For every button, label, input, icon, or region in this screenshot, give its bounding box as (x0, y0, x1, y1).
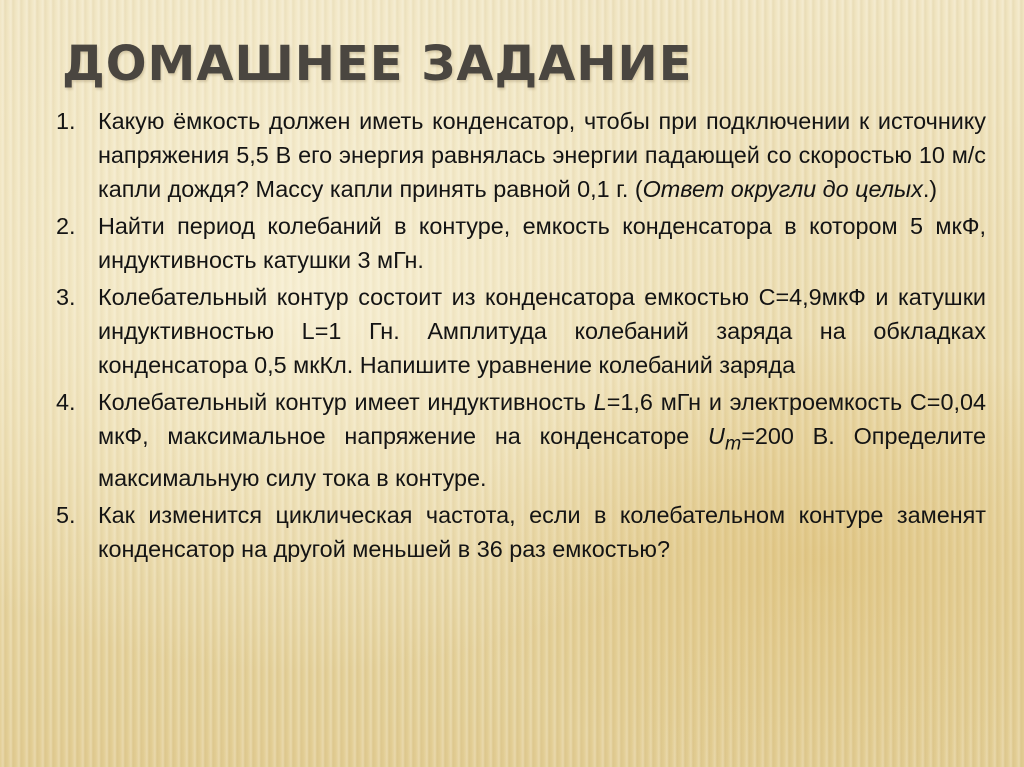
task-number: 1. (56, 108, 76, 134)
task-item-2 (56, 209, 986, 277)
task-text: Найти период колебаний в контуре, емкость конденсатора в котором 5 мкФ, индуктивность катушки 3 мГн. (98, 213, 986, 273)
subscript-m: m (724, 432, 742, 455)
task-item-4 (56, 385, 986, 495)
task-number: 2. (56, 213, 76, 239)
task-item-3 (56, 280, 986, 382)
task-text-part2: =1,6 мГн и электроемкость С=0,04 мкФ, максимальное напряжение на конденсаторе (98, 389, 986, 449)
variable-L: L (593, 389, 607, 415)
page-title: ДОМАШНЕЕ ЗАДАНИЕ (62, 36, 693, 92)
task-item-5 (56, 498, 986, 566)
task-text-part3: =200 В. Определите максимальную силу тока в контуре. (98, 423, 987, 491)
task-text: Как изменится циклическая частота, если в колебательном контуре заменят конденсатор на другой меньшей в 36 раз емкостью? (98, 501, 986, 562)
task-list (56, 104, 986, 566)
task-number: 3. (56, 284, 76, 310)
task-note: Ответ округли до целых (642, 176, 923, 202)
task-text (98, 385, 986, 495)
task-number: 4. (56, 389, 76, 415)
task-text-main: Какую ёмкость должен иметь конденсатор, чтобы при подключении к источнику напряжения 5,5 В его энергия равнялась энергии падающей со скоростью 10 м/с капли дождя? Массу капли принять равной 0,1 г. ( (98, 108, 986, 202)
task-text: Колебательный контур состоит из конденсатора емкостью С=4,9мкФ и катушки индуктивностью L=1 Гн. Амплитуда колебаний заряда на обкладках конденсатора 0,5 мкКл. Напишите уравнение колебаний заряда (98, 284, 986, 378)
task-text-part1: Колебательный контур имеет индуктивность (98, 389, 594, 415)
task-item-1 (56, 104, 986, 206)
variable-U: U (708, 423, 725, 449)
task-number: 5. (56, 501, 76, 528)
task-text-end: .) (922, 176, 938, 202)
task-text (98, 104, 986, 206)
